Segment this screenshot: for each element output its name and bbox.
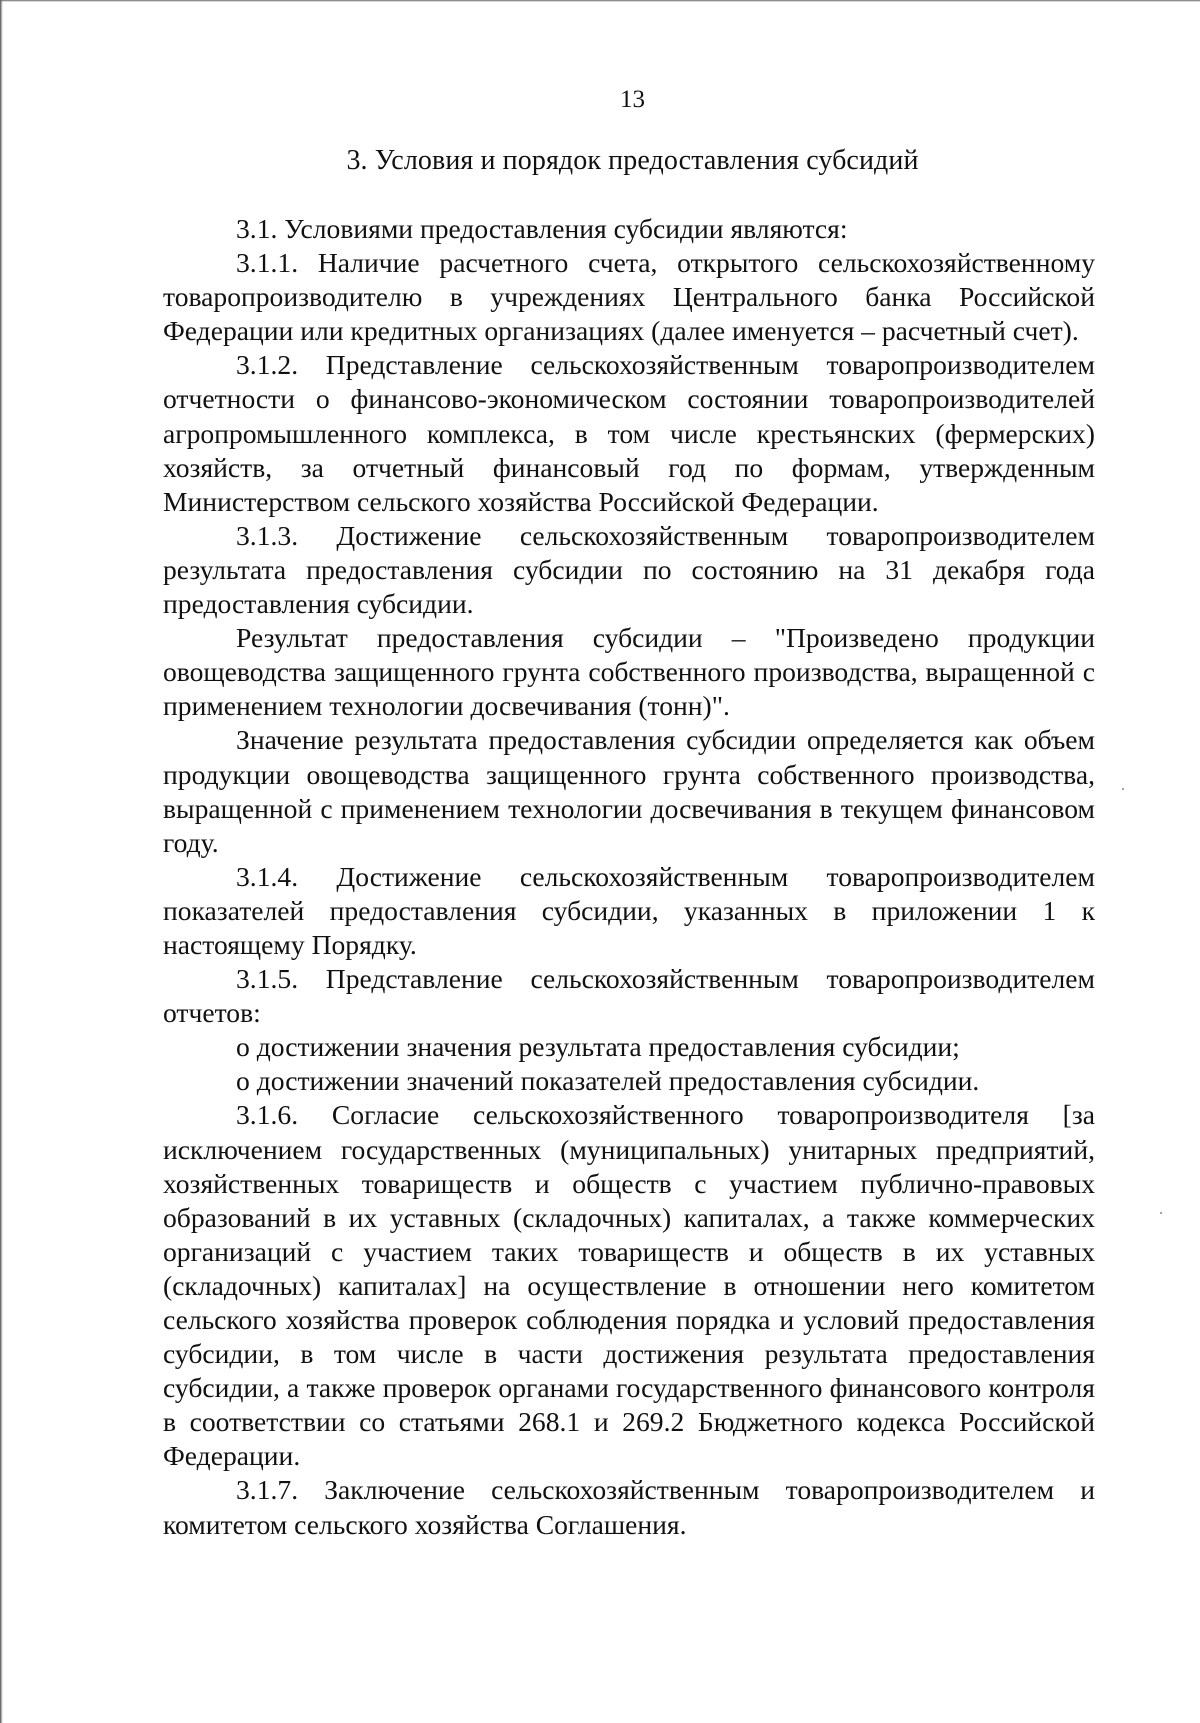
paragraph-3-1: 3.1. Условиями предоставления субсидии являются: [236, 213, 848, 244]
paragraph-3-1-4: 3.1.4. Достижение сельскохозяйственным товаропроизводителем показателей предоставления субсидии, указанных в приложении 1 к настоящему Порядку. [163, 860, 1095, 960]
paragraph-result-value: Значение результата предоставления субсидии определяется как объем продукции овощеводства защищенного грунта собственного производства, выращенной с применением технологии досвечивания в текущем финансовом году. [163, 724, 1095, 858]
paragraph-3-1-6: 3.1.6. Согласие сельскохозяйственного товаропроизводителя [за исключением государственных (муниципальных) унитарных предприятий, хозяйственных товариществ и обществ с участием публично-правовых образований в их уставных (складочных) капиталах, а также коммерческих организаций с участием таких товариществ и обществ в их уставных (складочных) капиталах] на осуществление в отношении него комитетом сельского хозяйства проверок соблюдения порядка и условий предоставления субсидии, в том числе в части достижения результата предоставления субсидии, а также проверок органами государственного финансового контроля в соответствии со статьями 268.1 и 269.2 Бюджетного кодекса Российской Федерации. [163, 1099, 1095, 1472]
list-item-indicators-report: о достижении значений показателей предоставления субсидии. [236, 1065, 980, 1097]
page-number: 13 [620, 86, 645, 113]
paragraph-3-1-2: 3.1.2. Представление сельскохозяйственным товаропроизводителем отчетности о финансово-экономическом состоянии товаропроизводителей агропромышленного комплекса, в том числе крестьянских (фермерских) хозяйств, за отчетный финансовый год по формам, утвержденным Министерством сельского хозяйства Российской Федерации. [163, 349, 1095, 517]
list-item-result-report: о достижении значения результата предоставления субсидии; [236, 1031, 960, 1063]
body-text [163, 212, 1095, 1542]
section-title: 3. Условия и порядок предоставления субсидий [346, 145, 919, 176]
paragraph-result-definition: Результат предоставления субсидии – "Произведено продукции овощеводства защищенного грунта собственного производства, выращенной с применением технологии досвечивания (тонн)". [163, 622, 1095, 722]
paragraph-3-1-3: 3.1.3. Достижение сельскохозяйственным товаропроизводителем результата предоставления субсидии по состоянию на 31 декабря года предоставления субсидии. [163, 519, 1095, 620]
scan-speck [1122, 788, 1124, 790]
scan-edge [0, 0, 1200, 2]
paragraph-3-1-7: 3.1.7. Заключение сельскохозяйственным товаропроизводителем и комитетом сельского хозяйства Соглашения. [163, 1474, 1095, 1540]
scan-speck [1160, 1212, 1162, 1214]
paragraph-3-1-5: 3.1.5. Представление сельскохозяйственным товаропроизводителем отчетов: [163, 963, 1095, 1029]
scan-edge [0, 0, 3, 1723]
paragraph-3-1-1: 3.1.1. Наличие расчетного счета, открытого сельскохозяйственному товаропроизводителю в учреждениях Центрального банка Российской Федерации или кредитных организациях (далее именуется – расчетный счет). [163, 247, 1095, 347]
